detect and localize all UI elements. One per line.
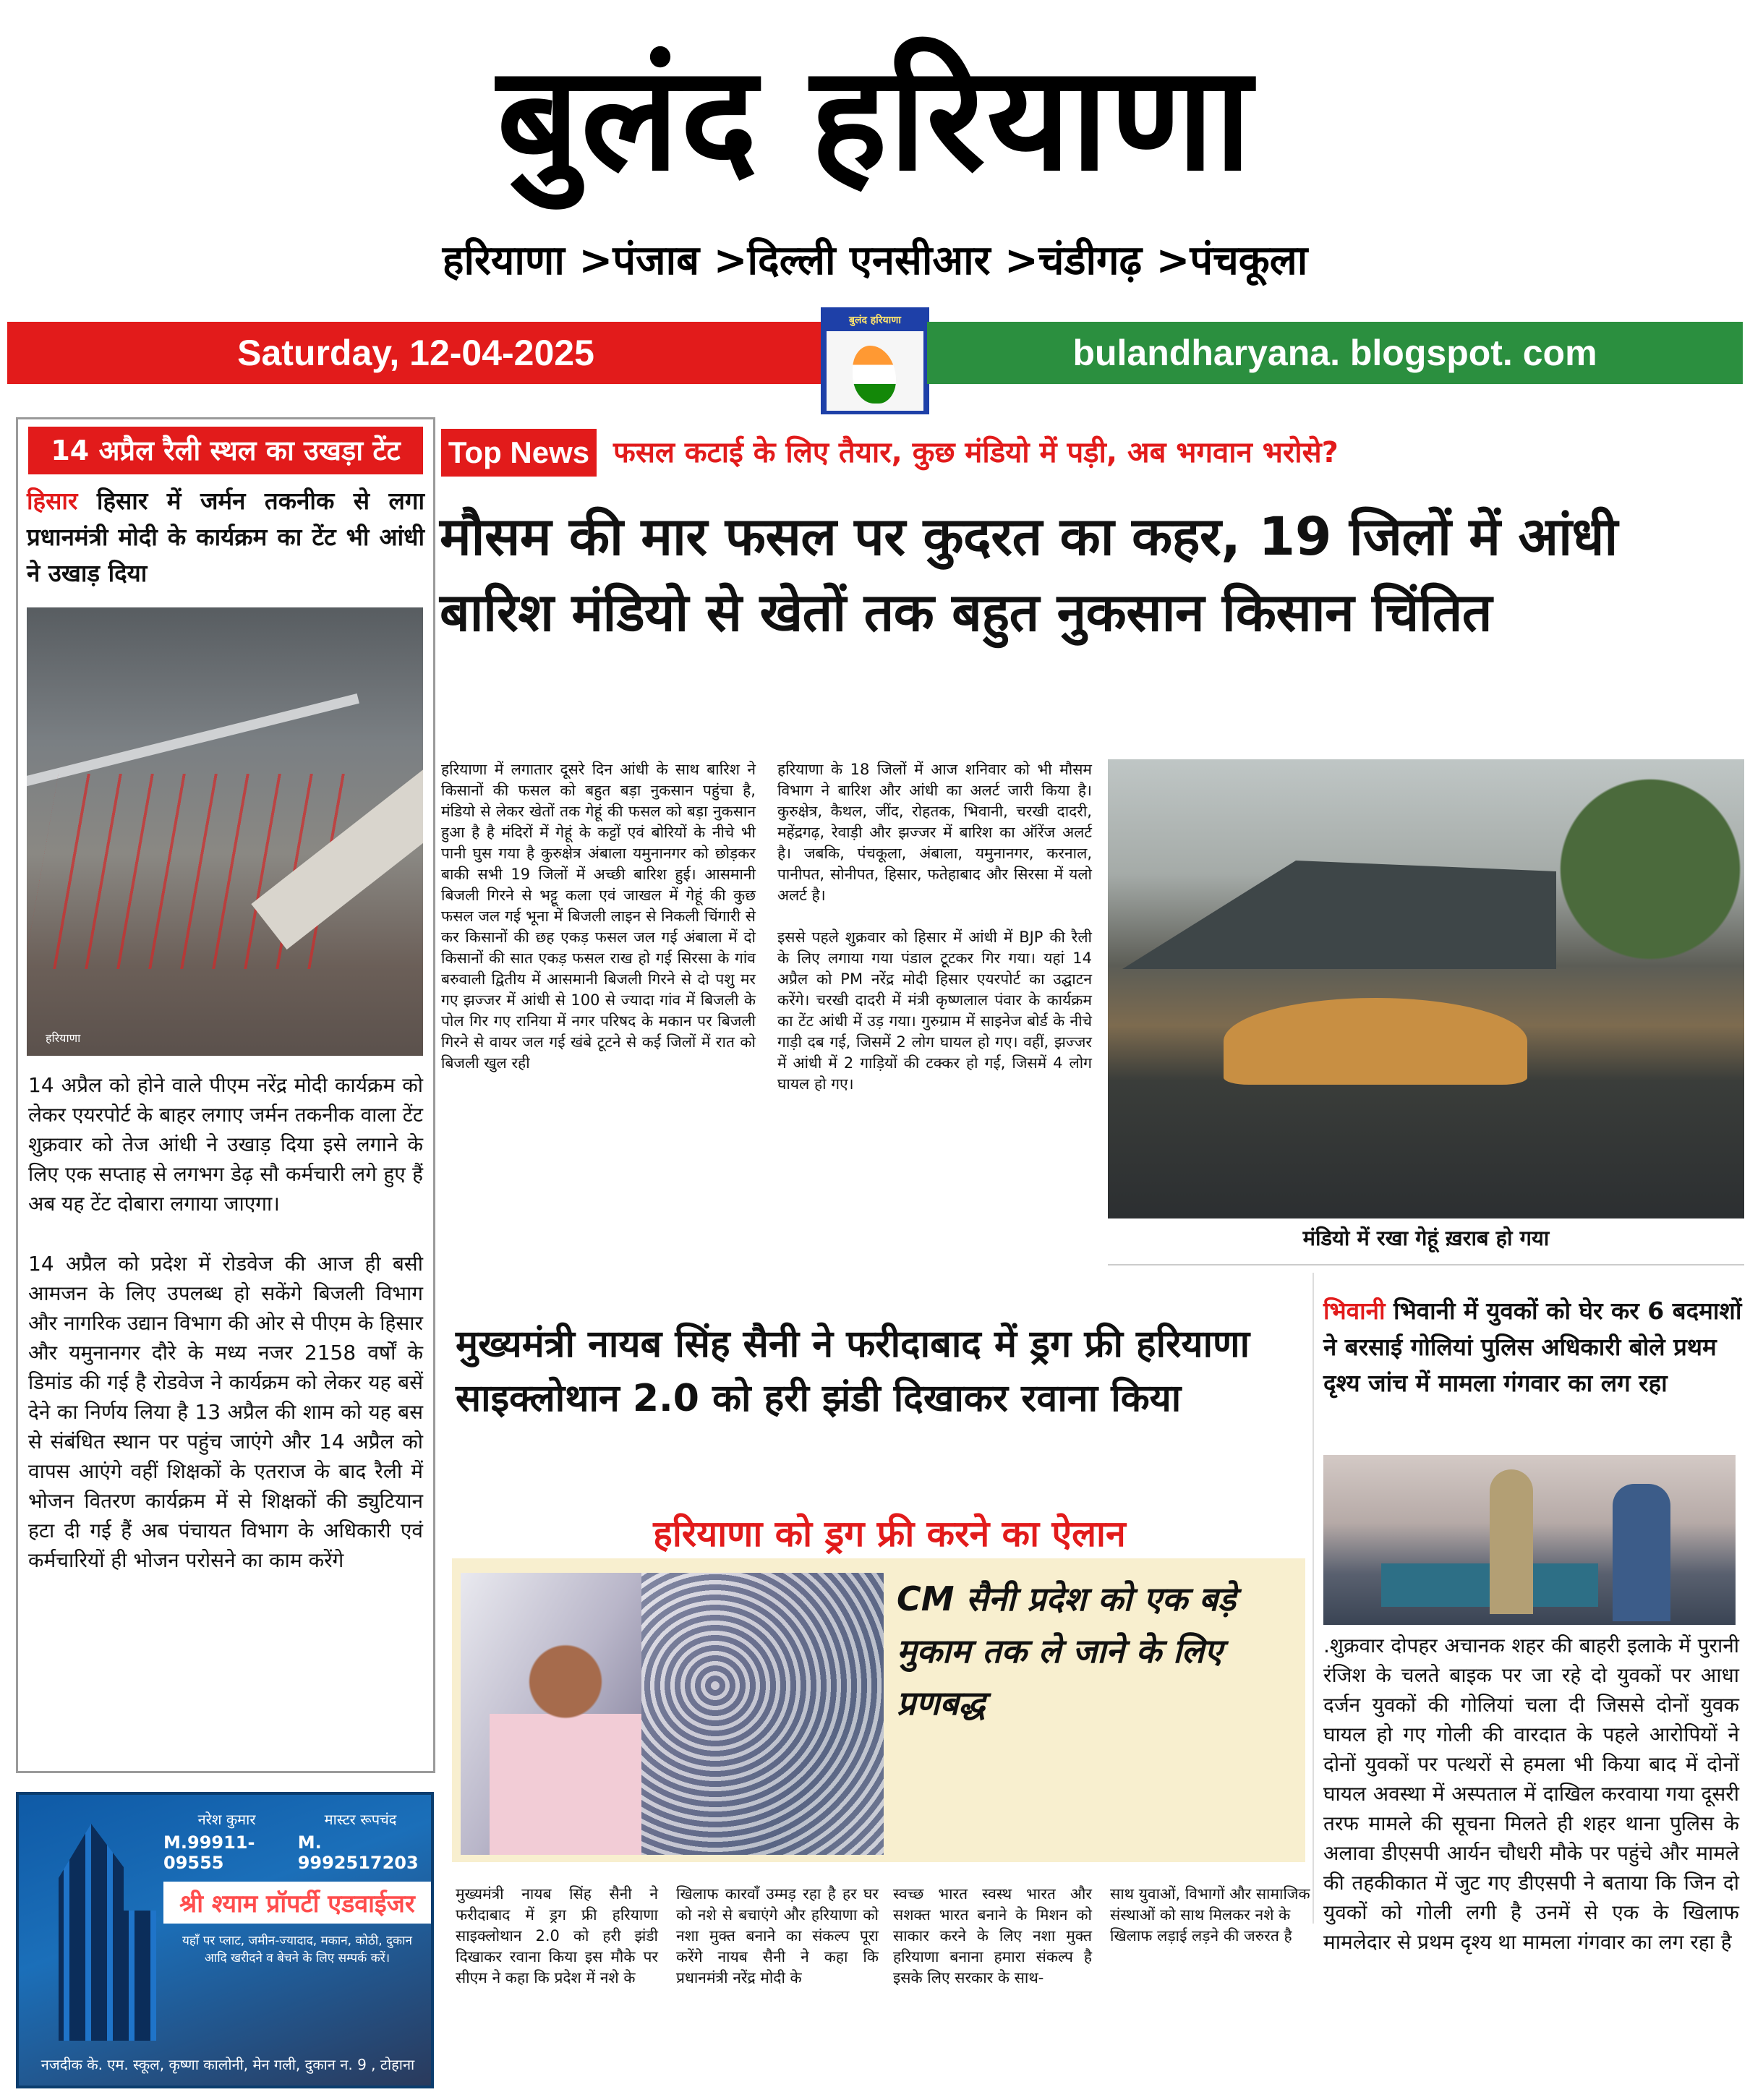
location-tag: भिवानी <box>1323 1297 1386 1325</box>
main-column-2-para-1: हरियाणा के 18 जिलों में आज शनिवार को भी मौसम विभाग ने बारिश और आंधी का अलर्ट जारी किया है। कुरुक्षेत्र, कैथल, जींद, रोहतक, भिवानी, चरखी दादरी, महेंद्रगढ़, रेवाड़ी और झज्जर में बारिश का ऑरेंज अलर्ट है। जबकि, पंचकूला, अंबाला, यमुनानगर, करनाल, पानीपत, सोनीपत, हिसार, फतेहाबाद और सिरसा में यलो अलर्ट है। <box>777 761 1092 904</box>
cm-column-2: खिलाफ कारवाँ उम्मड़ रहा है हर घर को नशे से बचाएंगे और हरियाणा को नशा मुक्त बनाने का संकल्प पूरा करेंगे नायब सैनी ने कहा कि प्रधानमंत्री नरेंद्र मोदी के <box>676 1885 879 1986</box>
bhiwani-lead-text: भिवानी में युवकों को घेर कर 6 बदमाशों ने बरसाई गोलियां पुलिस अधिकारी बोले प्रथम दृश्य जांच में मामला गंगवार का लग रहा <box>1323 1297 1742 1397</box>
ad-name-1: नरेश कुमार <box>197 1811 256 1828</box>
collapsed-tent-photo <box>27 607 423 1056</box>
column-divider <box>1312 1273 1314 1924</box>
main-column-1: हरियाणा में लगातार दूसरे दिन आंधी के साथ बारिश ने किसानों की फसल को बहुत बड़ा नुकसान पहुंचा है, मंडियो से लेकर खेतों तक गेहूं की फसल को बड़ा नुकसान हुआ है है मंदिरों में गेहूं के कट्टों एवं बोरियों के नीचे भी पानी घुस गया है कुरुक्षेत्र अंबाला यमुनानगर को छोड़कर बाकी सभी 19 जिलों में अच्छी बारिश हुई। आसमानी बिजली गिरने से भट्टू कला एवं जाखल में गेहूं की कुछ फसल जल गई भूना में बिजली लाइन से निकली चिंगारी से कर किसानों की छह एकड़ फसल जल गई अंबाला में दो किसानों की सात एकड़ फसल राख हो गई सिरसा के गांव बरुवाली द्वितीय में आसमानी बिजली गिरने से दो पशु मर गए झज्जर में आंधी से 100 से ज्यादा गांव में बिजली के पोल गिर गए रानिया में नगर परिषद के मकान पर बिजली गिरने से वायर जल गई खंबे टूटने से कई जिलों में रात को बिजली खुल रही <box>441 761 756 1072</box>
main-headline: मौसम की मार फसल पर कुदरत का कहर, 19 जिलों में आंधी बारिश मंडियो से खेतों तक बहुत नुकसान किसान चिंतित <box>440 506 1618 644</box>
top-news-headline[interactable]: फसल कटाई के लिए तैयार, कुछ मंडियो में पड़ी, अब भगवान भरोसे? <box>613 436 1339 469</box>
ad-phone-1: M.99911-09555 <box>163 1832 255 1873</box>
haryana-map-icon <box>827 331 923 411</box>
bhiwani-body: .शुक्रवार दोपहर अचानक शहर की बाहरी इलाके में पुरानी रंजिश के चलते बाइक पर जा रहे दो युवकों पर आधा दर्जन युवकों की गोलियां चला दी जिससे दोनों युवक घायल हो गए गोली की वारदात के पहले आरोपियों ने दोनों युवकों पर पत्थरों से हमला भी किया बाद में दोनों घायल अवस्था में अस्पताल में दाखिल करवाया गया दूसरी तरफ मामले की सूचना मिलते ही शहर थाना पुलिस के अलावा डीएसपी आर्यन चौधरी मौके पर पहुंचे और मामले की तहकीकात में जुट गए डीएसपी ने बताया कि जिन दो युवकों को गोली लगी है उनमें से एक के खिलाफ मामलेदार से प्रथम दृश्य था मामला गंगवार का लग रहा है <box>1323 1634 1739 1954</box>
ad-name-2: मास्टर रूपचंद <box>324 1811 397 1828</box>
top-news-badge: Top News <box>441 429 597 477</box>
photo-caption: मंडियो में रखा गेहूं ख़राब हो गया <box>1302 1226 1550 1250</box>
region-nav[interactable]: हरियाणा >पंजाब >दिल्ली एनसीआर >चंडीगढ़ >पंचकूला <box>442 237 1308 284</box>
website-band[interactable]: bulandharyana. blogspot. com <box>927 322 1743 384</box>
newspaper-logo <box>821 307 929 414</box>
property-advertisement <box>16 1792 434 2088</box>
left-paragraph-1: 14 अप्रैल को होने वाले पीएम नरेंद्र मोदी कार्यक्रम को लेकर एयरपोर्ट के बाहर लगाए जर्मन तकनीक वाला टेंट शुक्रवार को तेज आंधी ने उखाड़ दिया इसे लगाने के लिए एक सप्ताह से लगभग डेढ़ सौ कर्मचारी लगे हुए हैं अब यह टेंट दोबारा लगाया जाएगा। <box>28 1073 423 1216</box>
left-article-body <box>18 1056 433 1575</box>
date-band: Saturday, 12-04-2025 <box>7 322 824 384</box>
location-tag: हिसार <box>27 487 78 515</box>
ad-description: यहाँ पर प्लाट, जमीन-ज्यादाद, मकान, कोठी, दुकान आदि खरीदने व बेचने के लिए सम्पर्क करें। <box>182 1934 412 1965</box>
cyclothon-photo <box>461 1573 884 1855</box>
mandi-wheat-photo <box>1108 759 1744 1218</box>
main-column-2-para-2: इससे पहले शुक्रवार को हिसार में आंधी में BJP की रैली के लिए लगाया गया पंडाल टूटकर गिर गया। यहां 14 अप्रैल को PM नरेंद्र मोदी हिसार एयरपोर्ट का उद्घाटन करेंगे। चरखी दादरी में मंत्री कृष्णलाल पंवार के कार्यक्रम का टेंट आंधी में उड़ गया। गुरुग्राम में साइनेज बोर्ड के नीचे गाड़ी दब गई, जिसमें 2 लोग घायल हो गए। वहीं, झज्जर में आंधी में 2 गाड़ियों की टक्कर हो गई, जिसमें 4 लोग घायल हो गए। <box>777 929 1092 1093</box>
hospital-photo <box>1323 1455 1736 1625</box>
left-paragraph-2: 14 अप्रैल को प्रदेश में रोडवेज की आज ही बसी आमजन के लिए उपलब्ध हो सकेंगे बिजली विभाग और नागरिक उद्यान विभाग की ओर से पीएम के हिसार और यमुनानगर दौरे के मध्य नजर 2158 वर्षों के डिमांड की गई है रोडवेज ने कार्यक्रम को लेकर यह बसें देने का निर्णय लिया है 13 अप्रैल की शाम को यह बस से संबंधित स्थान पर पहुंच जाएंगे और 14 अप्रैल को वापस आएंगे वहीं शिक्षकों के एतराज के बाद रैली में भोजन वितरण कार्यक्रम में से शिक्षकों की ड्युटियान हटा दी गई हैं अब पंचायत विभाग के अधिकारी एवं कर्मचारियों ही भोजन परोसने का काम करेंगे <box>28 1252 423 1572</box>
cm-article-headline: मुख्यमंत्री नायब सिंह सैनी ने फरीदाबाद में ड्रग फ्री हरियाणा साइक्लोथान 2.0 को हरी झंडी दिखाकर रवाना किया <box>456 1323 1250 1420</box>
cm-column-4: साथ युवाओं, विभागों और सामाजिक संस्थाओं को साथ मिलकर नशे के खिलाफ लड़ाई लड़ने की जरुरत है <box>1110 1885 1310 1945</box>
ad-phone-2: M. 9992517203 <box>297 1832 419 1873</box>
bhiwani-lead <box>1323 1293 1743 1401</box>
photo-watermark: हरियाणा <box>46 1031 81 1045</box>
logo-text: बुलंद हरियाणा <box>848 315 902 326</box>
ad-address: नजदीक के. एम. स्कूल, कृष्णा कालोनी, मेन गली, दुकान न. 9 , टोहाना <box>40 2056 415 2073</box>
masthead <box>0 29 1750 210</box>
cm-article-subhead: हरियाणा को ड्रग फ्री करने का ऐलान <box>653 1513 1126 1555</box>
newspaper-title: बुलंद हरियाणा <box>497 35 1253 203</box>
ad-firm-name: श्री श्याम प्रॉपर्टी एडवाईजर <box>163 1882 431 1924</box>
left-article-lead <box>18 474 433 592</box>
cm-column-1: मुख्यमंत्री नायब सिंह सैनी ने फरीदाबाद में ड्रग फ्री हरियाणा साइक्लोथान 2.0 को हरी झंडी दिखाकर रवाना किया इस मौके पर सीएम ने कहा कि प्रदेश में नशे के <box>456 1885 658 1986</box>
main-column-2 <box>777 759 1092 1095</box>
cm-column-3: स्वच्छ भारत स्वस्थ भारत और सशक्त भारत बनाने के मिशन को साकार करने के लिए नशा मुक्त हरियाणा बनाना हमारा संकल्प है इसके लिए सरकार के साथ- <box>893 1885 1092 1986</box>
cm-photo-box <box>452 1558 1305 1862</box>
left-article-title: 14 अप्रैल रैली स्थल का उखड़ा टेंट <box>28 427 423 474</box>
left-article <box>16 417 435 1773</box>
building-icon <box>48 1824 156 2041</box>
cm-quote: CM सैनी प्रदेश को एक बड़े मुकाम तक ले जाने के लिए प्रणबद्ध <box>897 1579 1236 1723</box>
divider <box>1108 1264 1744 1265</box>
left-lead-text: हिसार में जर्मन तकनीक से लगा प्रधानमंत्री मोदी के कार्यक्रम का टेंट भी आंधी ने उखाड़ दिया <box>27 487 424 587</box>
